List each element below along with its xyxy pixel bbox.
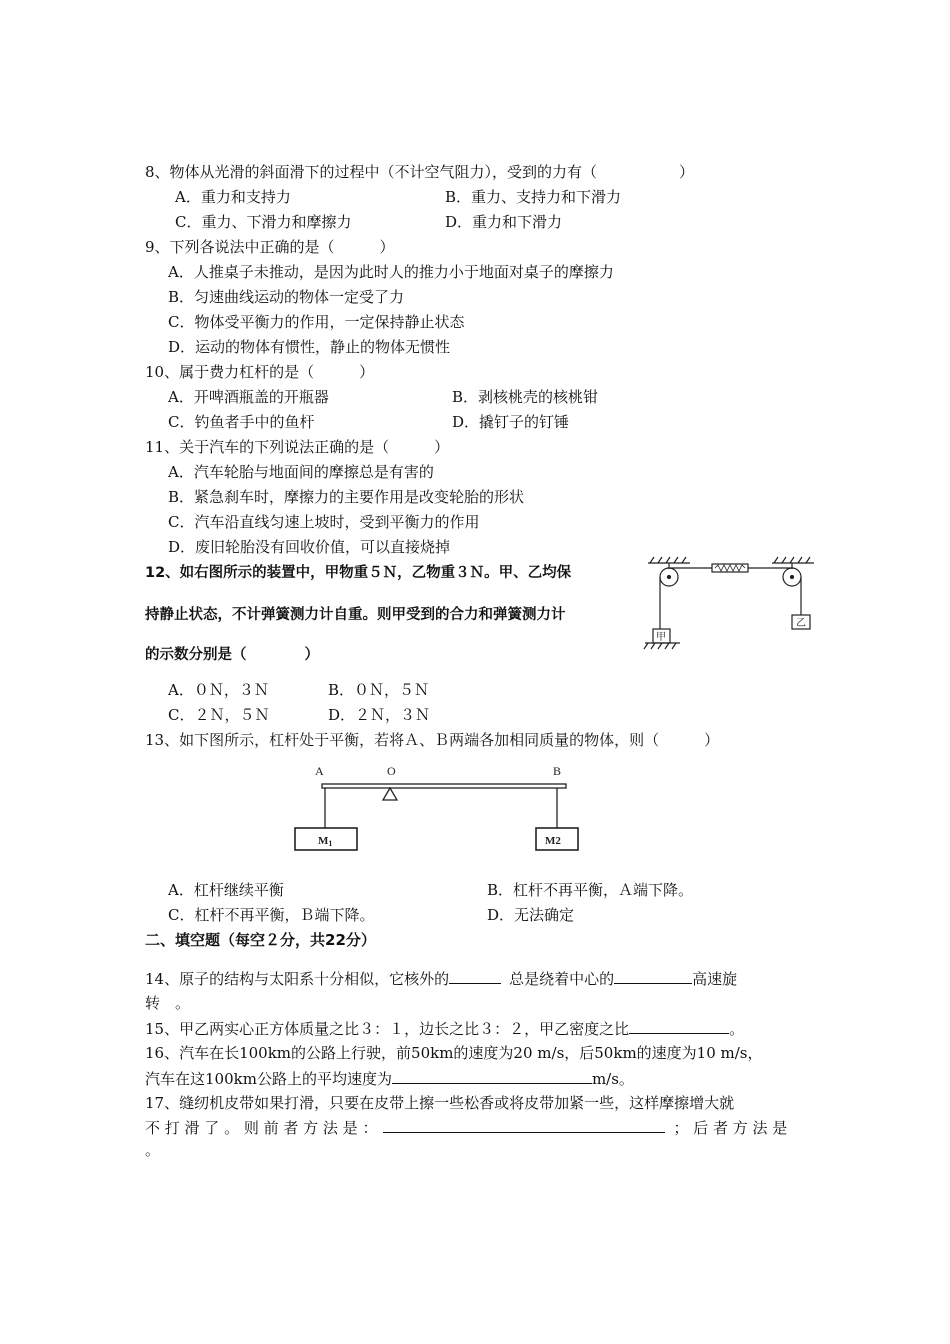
- fig-label-yi: 乙: [796, 618, 806, 629]
- q11-stem: 11、关于汽车的下列说法正确的是（ ）: [145, 438, 450, 456]
- q12-option-a: A．０Ｎ，３Ｎ: [168, 681, 269, 699]
- svg-text:M1: [318, 835, 332, 848]
- lever-label-a: A: [315, 764, 324, 778]
- q8-stem: 8、物体从光滑的斜面滑下的过程中（不计空气阻力），受到的力有（ ）: [145, 163, 695, 181]
- ceiling-left-hatch: [650, 557, 686, 563]
- q9-option-a: A．人推桌子未推动，是因为此时人的推力小于地面对桌子的摩擦力: [168, 263, 614, 281]
- q10-stem: 10、属于费力杠杆的是（ ）: [145, 363, 375, 381]
- q13-option-a: A．杠杆继续平衡: [168, 881, 284, 899]
- q17-line3: 。: [145, 1141, 161, 1159]
- ceiling-right-hatch: [774, 557, 810, 563]
- q17-line2: 不 打 滑 了 。 则 前 者 方 法 是 ： ； 后 者 方 法 是: [145, 1119, 788, 1137]
- q13-option-d: D．无法确定: [487, 906, 575, 924]
- q9-stem: 9、下列各说法中正确的是（ ）: [145, 238, 395, 256]
- q13-stem: 13、如下图所示，杠杆处于平衡，若将Ａ、Ｂ两端各加相同质量的物体，则（ ）: [145, 731, 720, 749]
- q15-blank[interactable]: [629, 1018, 729, 1034]
- q14-line1: 14、原子的结构与太阳系十分相似，它核外的 总是绕着中心的 高速旋: [145, 970, 738, 988]
- q16-line2: 汽车在这100km公路上的平均速度为 m/s。: [145, 1070, 634, 1088]
- q8-option-c: C．重力、下滑力和摩擦力: [175, 213, 352, 231]
- q9-option-d: D．运动的物体有惯性，静止的物体无惯性: [168, 338, 451, 356]
- section-title-fill-in: 二、填空题（每空２分，共22分）: [145, 931, 376, 949]
- mass-m2-label: M2: [545, 835, 561, 847]
- q8-option-a: A．重力和支持力: [175, 188, 291, 206]
- lever-bar: [322, 784, 566, 788]
- lever-figure: [290, 760, 590, 860]
- q13-option-b: B．杠杆不再平衡，Ａ端下降。: [487, 881, 694, 899]
- q15-line: 15、甲乙两实心正方体质量之比３：１，边长之比３：２，甲乙密度之比 。: [145, 1020, 745, 1038]
- q17-line1: 17、缝纫机皮带如果打滑，只要在皮带上擦一些松香或将皮带加紧一些，这样摩擦增大就: [145, 1094, 735, 1112]
- q12-stem-line2: 持静止状态，不计弹簧测力计自重。则甲受到的合力和弹簧测力计: [145, 607, 566, 623]
- q10-option-a: A．开啤酒瓶盖的开瓶器: [168, 388, 329, 406]
- q12-option-c: C．２Ｎ，５Ｎ: [168, 706, 270, 724]
- fig-label-jia: 甲: [656, 632, 666, 643]
- q12-option-b: B．０Ｎ，５Ｎ: [328, 681, 430, 699]
- q9-option-b: B．匀速曲线运动的物体一定受了力: [168, 288, 405, 306]
- mass-m1-subscript: 1: [328, 839, 333, 848]
- fulcrum: [383, 788, 397, 800]
- q14-blank-1[interactable]: [449, 968, 501, 984]
- q11-option-c: C．汽车沿直线匀速上坡时，受到平衡力的作用: [168, 513, 480, 531]
- q16-blank[interactable]: [392, 1068, 592, 1084]
- q14-blank-2[interactable]: [614, 968, 692, 984]
- mass-m1-label: M: [318, 835, 329, 847]
- q11-option-b: B．紧急刹车时，摩擦力的主要作用是改变轮胎的形状: [168, 488, 525, 506]
- pulley-spring-figure: [640, 555, 820, 655]
- q8-option-d: D．重力和下滑力: [445, 213, 563, 231]
- q16-line1: 16、汽车在长100km的公路上行驶，前50km的速度为20 m/s，后50km的速度为10 m/s，: [145, 1044, 763, 1062]
- lever-label-o: O: [387, 764, 396, 778]
- q8-option-b: B．重力、支持力和下滑力: [445, 188, 622, 206]
- q11-option-d: D．废旧轮胎没有回收价值，可以直接烧掉: [168, 538, 451, 556]
- q17-blank[interactable]: [383, 1117, 665, 1133]
- q12-stem-line1: 12、如右图所示的装置中，甲物重５Ｎ，乙物重３Ｎ。甲、乙均保: [145, 565, 572, 581]
- ground-hatch: [644, 643, 676, 649]
- q12-option-d: D．２Ｎ，３Ｎ: [328, 706, 431, 724]
- q10-option-c: C．钓鱼者手中的鱼杆: [168, 413, 315, 431]
- q10-option-b: B．剥核桃壳的核桃钳: [452, 388, 599, 406]
- q9-option-c: C．物体受平衡力的作用，一定保持静止状态: [168, 313, 465, 331]
- q11-option-a: A．汽车轮胎与地面间的摩擦总是有害的: [168, 463, 434, 481]
- q12-stem-line3: 的示数分别是（ ）: [145, 647, 319, 663]
- lever-label-b: B: [553, 764, 562, 778]
- q10-option-d: D．撬钉子的钉锤: [452, 413, 570, 431]
- q13-option-c: C．杠杆不再平衡，Ｂ端下降。: [168, 906, 375, 924]
- q14-line2: 转 。: [145, 994, 191, 1012]
